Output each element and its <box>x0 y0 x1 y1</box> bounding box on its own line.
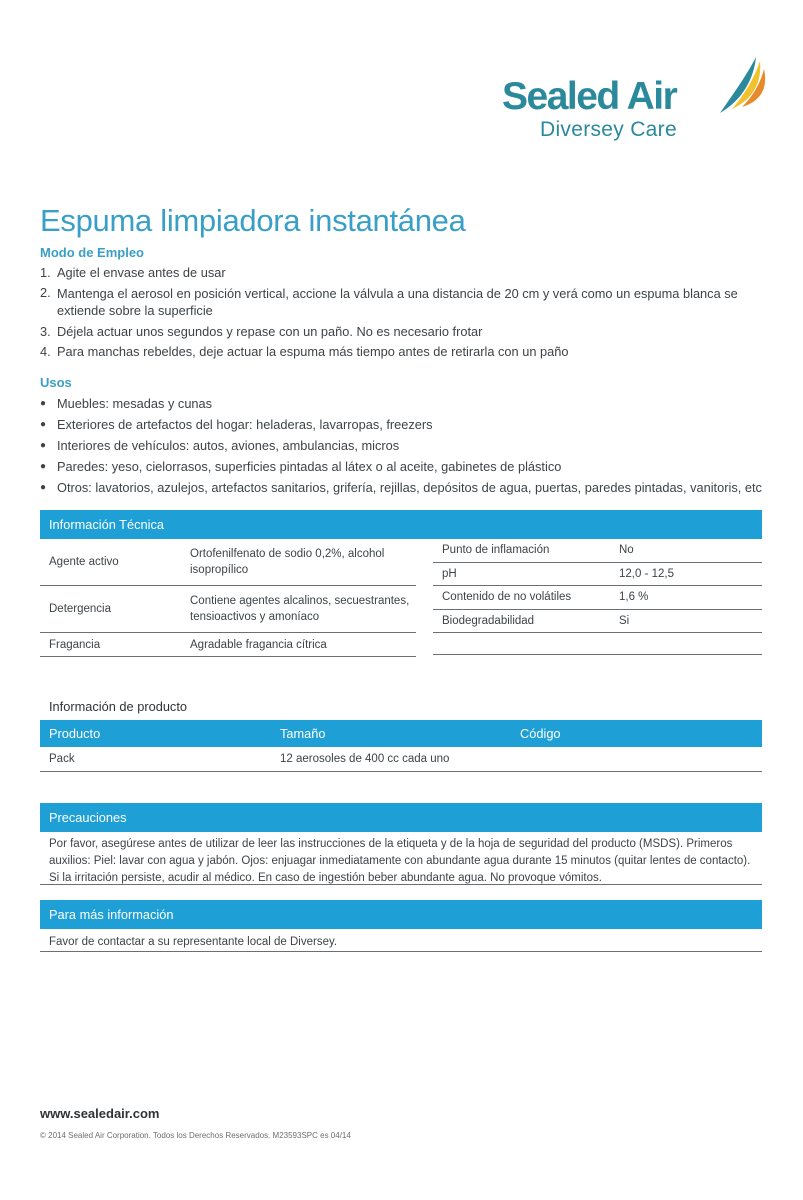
table-row: Agente activo Ortofenilfenato de sodio 0,2%, alcohol isopropílico <box>40 539 416 586</box>
divider <box>40 884 762 885</box>
masinfo-header: Para más información <box>40 900 762 929</box>
copyright-text: © 2014 Sealed Air Corporation. Todos los Derechos Reservados. M23593SPC es 04/14 <box>40 1131 351 1140</box>
modo-list <box>40 263 780 362</box>
precauciones-header: Precauciones <box>40 803 762 832</box>
logo-subtitle: Diversey Care <box>540 118 677 141</box>
list-item: 3. Déjela actuar unos segundos y repase con un paño. No es necesario frotar <box>40 324 483 339</box>
tecnica-table-right <box>433 539 762 655</box>
table-row: Fragancia Agradable fragancia cítrica <box>40 633 416 657</box>
logo-wordmark: Sealed Air <box>502 75 677 118</box>
modo-heading: Modo de Empleo <box>40 245 144 260</box>
precauciones-text: Por favor, asegúrese antes de utilizar de leer las instrucciones de la etiqueta y de la hoja de seguridad del producto (MSDS). Primeros auxilios: Piel: lavar con agua y jabón. Ojos: enjuagar inmediatamente con abundante agua durante 15 minutos (quitar lentes de contacto). Si la irritación persiste, acudir al médico. En caso de ingestión beber abundante agua. No provoque vómitos. <box>49 838 751 884</box>
producto-heading: Información de producto <box>49 699 188 714</box>
list-item: 1. Agite el envase antes de usar <box>40 265 226 280</box>
column-header: Código <box>520 726 561 741</box>
table-row: Punto de inflamación No <box>433 539 762 563</box>
column-header: Tamaño <box>280 726 326 741</box>
column-header: Producto <box>49 726 101 741</box>
tecnica-header: Información Técnica <box>40 510 762 539</box>
sealed-air-logo <box>500 55 770 145</box>
table-divider <box>433 633 762 655</box>
table-row: Biodegradabilidad Si <box>433 610 762 634</box>
list-item: 2. Mantenga el aerosol en posición vertical, accione la válvula a una distancia de 20 cm y verá como un espuma blanca se extiende sobre la superficie <box>40 285 738 318</box>
list-item: ● Muebles: mesadas y cunas <box>40 396 213 411</box>
page-title: Espuma limpiadora instantánea <box>40 203 466 238</box>
website-link[interactable]: www.sealedair.com <box>40 1106 160 1121</box>
sail-icon <box>712 55 770 117</box>
table-row: pH 12,0 - 12,5 <box>433 563 762 587</box>
producto-table-header <box>40 720 762 747</box>
list-item: ● Interiores de vehículos: autos, aviones, ambulancias, micros <box>40 438 400 453</box>
list-item: ● Paredes: yeso, cielorrasos, superficies pintadas al látex o al aceite, gabinetes de plástico <box>40 459 562 474</box>
table-row: Contenido de no volátiles 1,6 % <box>433 586 762 610</box>
table-cell: 12 aerosoles de 400 cc cada uno <box>280 753 450 765</box>
table-row <box>40 747 762 772</box>
table-cell <box>520 747 762 771</box>
tecnica-table-left <box>40 539 416 657</box>
table-cell: Pack <box>49 753 75 765</box>
list-item: 4. Para manchas rebeldes, deje actuar la espuma más tiempo antes de retirarla con un paño <box>40 344 569 359</box>
usos-heading: Usos <box>40 375 72 390</box>
masinfo-text: Favor de contactar a su representante local de Diversey. <box>49 936 338 948</box>
table-row: Detergencia Contiene agentes alcalinos, secuestrantes, tensioactivos y amoníaco <box>40 586 416 633</box>
list-item: ● Exteriores de artefactos del hogar: heladeras, lavarropas, freezers <box>40 417 433 432</box>
usos-list <box>40 393 780 498</box>
divider <box>40 951 762 952</box>
list-item: ● Otros: lavatorios, azulejos, artefactos sanitarios, grifería, rejillas, depósitos de agua, puertas, paredes pintadas, vanitoris, etc <box>40 480 762 495</box>
